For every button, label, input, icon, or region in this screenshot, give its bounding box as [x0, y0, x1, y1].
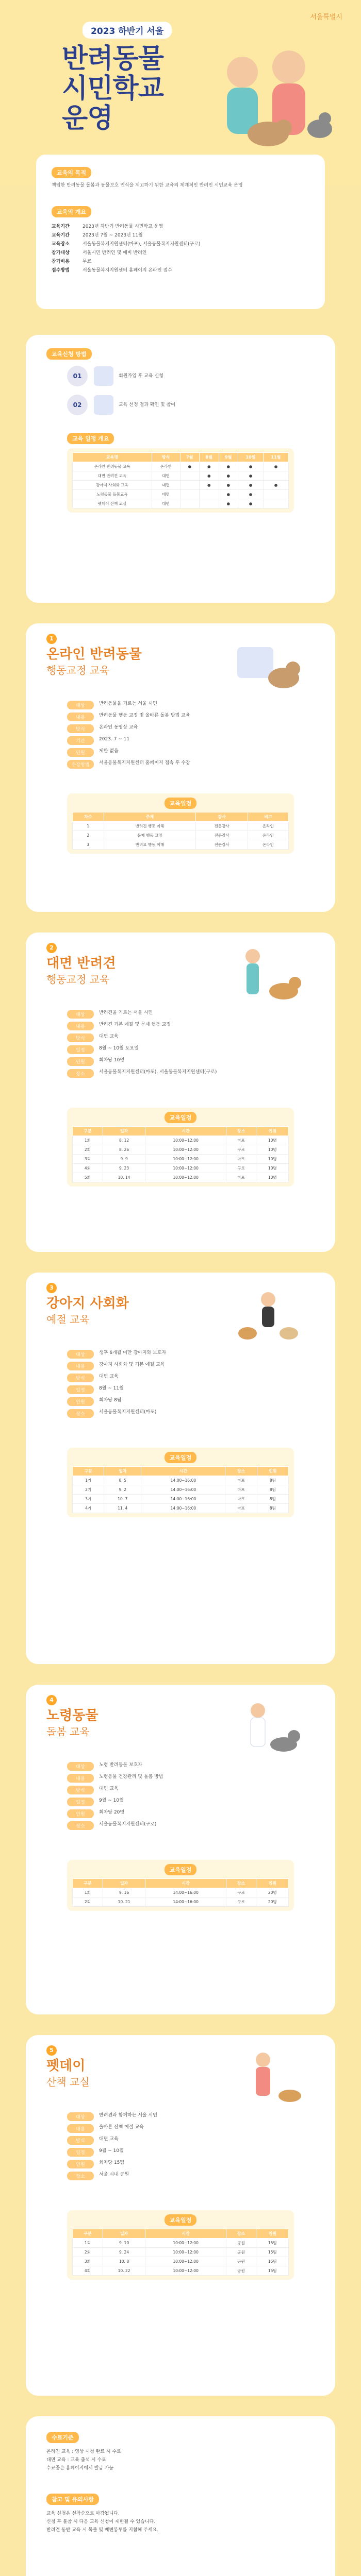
table-row: 2회 9. 24 10:00~12:00 공원 15팀	[73, 2248, 289, 2257]
section-subtitle: 행동교정 교육	[46, 664, 110, 676]
apply-step: 02 교육 선정 결과 확인 및 참여	[67, 395, 294, 415]
info-list: 대상 반려견과 함께하는 서울 시민 내용 올바른 산책 예절 교육 방식 대면 교육 일정 9월 ~ 10월 인원 회차당 15팀 장소 서울 시내 공원	[67, 2112, 294, 2183]
brand-logo: 서울특별시	[310, 13, 342, 21]
section-online-training	[26, 623, 335, 912]
table-row: 1회 9. 10 10:00~12:00 공원 15팀	[73, 2239, 289, 2248]
section-puppy-socialization	[26, 1273, 335, 1664]
table-row: 4기 11. 4 14:00~16:00 마포 8팀	[73, 1504, 289, 1513]
schedule-pill: 교육 일정 개요	[67, 433, 114, 444]
certificate-pill: 수료기준	[46, 2432, 79, 2443]
table-row: 온라인 반려동물 교육 온라인 ● ● ● ● ●	[73, 462, 289, 471]
apply-steps	[67, 366, 294, 423]
schedule-table-box: 교육일정 구분 일자 시간 장소 인원 1회 8. 12 10:00~12:00 마포 10명 2회 8. 26 10:00~12:00 구로 10명 3회 9. 9 10:00~12:00 마포 10명 4회 9. 23 10:00~12:00 구로 10명 5회 10. 14 10:00~12:00 마포 10명	[67, 1108, 294, 1187]
dog-walker-illustration	[232, 946, 304, 1003]
overview-pill: 교육의 개요	[52, 206, 91, 217]
schedule-table-box: 교육일정 구분 일자 시간 장소 인원 1회 9. 16 14:00~16:00 구로 20명 2회 10. 21 14:00~16:00 구로 20명	[67, 1860, 294, 1911]
table-row: 1회 9. 16 14:00~16:00 구로 20명	[73, 1888, 289, 1897]
section-number: 5	[46, 2045, 57, 2056]
table-row: 노령동물 돌봄교육 대면 ● ●	[73, 490, 289, 499]
overview-row: 교육장소 서울동물복지지원센터(마포), 서울동물복지지원센터(구로)	[52, 242, 201, 247]
section-title: 강아지 사회화	[46, 1296, 129, 1311]
table-row: 2회 8. 26 10:00~12:00 구로 10명	[73, 1145, 289, 1155]
table-row: 4회 10. 22 10:00~12:00 공원 15팀	[73, 2266, 289, 2276]
section-senior-pet-care	[26, 1685, 335, 2014]
overview-row: 접수방법 서울동물복지지원센터 홈페이지 온라인 접수	[52, 268, 172, 273]
schedule-table-box: 교육일정 차수 주제 강사 비고 1 반려견 행동 이해 전문강사 온라인 2 문제 행동 교정 전문강사 온라인 3 반려묘 행동 이해 전문강사 온라인	[67, 793, 294, 854]
info-list: 대상 노령 반려동물 보호자 내용 노령동물 건강관리 및 돌봄 방법 방식 대면 교육 일정 9월 ~ 10월 인원 회차당 20명 장소 서울동물복지지원센터(구로)	[67, 1762, 294, 1833]
purpose-text: 책임한 반려동물 돌봄과 동물보호 인식을 제고하기 위한 교육의 체계적인 반려인 시민교육 운영	[52, 183, 243, 188]
overview-row: 교육기간 2023년 하반기 반려동물 시민학교 운영	[52, 224, 163, 229]
schedule-table: 구분 일자 시간 장소 인원 1회 8. 12 10:00~12:00 마포 10명 2회 8. 26 10:00~12:00 구로 10명 3회 9. 9 10:00~12:00 마포 10명 4회 9. 23 10:00~12:00 구로 10명 5회 10. 14 10:00~12:00 마포 10명	[72, 1126, 289, 1182]
dog-vet-illustration	[232, 637, 304, 693]
section-pet-day-walk	[26, 2035, 335, 2396]
section-title: 펫데이	[46, 2058, 86, 2074]
schedule-table: 차수 주제 강사 비고 1 반려견 행동 이해 전문강사 온라인 2 문제 행동 교정 전문강사 온라인 3 반려묘 행동 이해 전문강사 온라인	[72, 812, 289, 850]
table-row: 펫데이 산책 교실 대면 ● ●	[73, 499, 289, 509]
overview-card	[36, 155, 325, 309]
table-row: 3회 10. 8 10:00~12:00 공원 15팀	[73, 2257, 289, 2266]
section-number: 3	[46, 1283, 57, 1293]
apply-section	[26, 335, 335, 603]
info-list: 대상 반려견을 기르는 서울 시민 내용 반려견 기본 예절 및 문제 행동 교정 방식 대면 교육 일정 8월 ~ 10월 토요일 인원 회차당 10명 장소 서울동물복지지원센터(마포), 서울동물복지지원센터(구로)	[67, 1010, 294, 1081]
apply-pill: 교육신청 방법	[46, 348, 92, 360]
section-dog-training	[26, 933, 335, 1252]
section-title: 대면 반려견	[46, 956, 116, 971]
purpose-pill: 교육의 목적	[52, 167, 91, 178]
section-subtitle: 돌봄 교육	[46, 1725, 90, 1738]
year-badge: 2023 하반기 서울	[83, 22, 172, 39]
table-row: 3기 10. 7 14:00~16:00 마포 8팀	[73, 1495, 289, 1504]
table-row: 1 반려견 행동 이해 전문강사 온라인	[73, 822, 289, 831]
table-row: 2 문제 행동 교정 전문강사 온라인	[73, 831, 289, 840]
table-row: 4회 9. 23 10:00~12:00 구로 10명	[73, 1164, 289, 1173]
schedule-table: 구분 일자 시간 장소 인원 1회 9. 10 10:00~12:00 공원 15팀 2회 9. 24 10:00~12:00 공원 15팀 3회 10. 8 10:00~12:00 공원 15팀 4회 10. 22 10:00~12:00 공원 15팀	[72, 2229, 289, 2276]
info-list: 대상 생후 6개월 미만 강아지와 보호자 내용 강아지 사회화 및 기본 예절 교육 방식 대면 교육 일정 8월 ~ 11월 인원 회차당 8팀 장소 서울동물복지지원센터(마포)	[67, 1350, 294, 1421]
schedule-table: 교육명 방식 7월 8월 9월 10월 11월 온라인 반려동물 교육 온라인 ● ● ● ● ● 대면 반려견 교육 대면 ● ● ● 강아지 사회화 교육 대면 ● ● ● ● 노령동물 돌봄교육 대면 ● ● 펫데이 산책 교실 대면 ● ●	[72, 452, 289, 509]
overview-row: 교육기간 2023년 7월 ~ 2023년 11월	[52, 233, 143, 238]
section-number: 2	[46, 943, 57, 953]
overview-list	[52, 223, 309, 275]
table-row: 2기 9. 2 14:00~16:00 마포 8팀	[73, 1485, 289, 1495]
section-subtitle: 행동교정 교육	[46, 973, 110, 986]
certificate-list: 온라인 교육 : 영상 시청 완료 시 수료 대면 교육 : 교육 출석 시 수료 수료증은 홈페이지에서 발급 가능	[46, 2449, 121, 2471]
table-row: 3회 9. 9 10:00~12:00 마포 10명	[73, 1155, 289, 1164]
table-row: 대면 반려견 교육 대면 ● ● ●	[73, 471, 289, 481]
apply-step: 01 회원가입 후 교육 신청	[67, 366, 294, 386]
notice-section	[26, 2416, 335, 2576]
section-title: 온라인 반려동물	[46, 647, 142, 662]
title-line-3: 운영	[62, 103, 113, 134]
section-number: 1	[46, 634, 57, 644]
schedule-table: 구분 일자 시간 장소 인원 1기 8. 5 14:00~16:00 마포 8팀 2기 9. 2 14:00~16:00 마포 8팀 3기 10. 7 14:00~16:00 마포 8팀 4기 11. 4 14:00~16:00 마포 8팀	[72, 1466, 289, 1513]
table-row: 2회 10. 21 14:00~16:00 구로 20명	[73, 1897, 289, 1907]
walking-dog-illustration	[232, 2048, 304, 2105]
vet-with-dog-illustration	[232, 1698, 304, 1755]
table-row: 1회 8. 12 10:00~12:00 마포 10명	[73, 1136, 289, 1145]
info-list: 대상 반려동물을 기르는 서울 시민 내용 반려동물 행동 교정 및 올바른 돌봄 방법 교육 방식 온라인 동영상 교육 기간 2023. 7 ~ 11 인원 제한 없음 수강방법 서울동물복지지원센터 홈페이지 접속 후 수강	[67, 701, 294, 772]
overview-row: 참가비용 무료	[52, 259, 92, 264]
schedule-table-box	[67, 448, 294, 513]
checklist-icon	[94, 395, 113, 415]
schedule-table-box: 교육일정 구분 일자 시간 장소 인원 1회 9. 10 10:00~12:00 공원 15팀 2회 9. 24 10:00~12:00 공원 15팀 3회 10. 8 10:00~12:00 공원 15팀 4회 10. 22 10:00~12:00 공원 15팀	[67, 2210, 294, 2280]
section-subtitle: 예절 교육	[46, 1313, 90, 1326]
section-title: 노령동물	[46, 1708, 99, 1723]
schedule-table: 구분 일자 시간 장소 인원 1회 9. 16 14:00~16:00 구로 20명 2회 10. 21 14:00~16:00 구로 20명	[72, 1878, 289, 1907]
table-row: 5회 10. 14 10:00~12:00 마포 10명	[73, 1173, 289, 1182]
overview-row: 참가대상 서울시민 반려인 및 예비 반려인	[52, 250, 147, 256]
table-row: 1기 8. 5 14:00~16:00 마포 8팀	[73, 1476, 289, 1485]
title-line-1: 반려동물	[62, 43, 163, 74]
title-line-2: 시민학교	[62, 73, 163, 104]
section-subtitle: 산책 교실	[46, 2076, 90, 2088]
computer-icon	[94, 366, 113, 386]
schedule-table-box: 교육일정 구분 일자 시간 장소 인원 1기 8. 5 14:00~16:00 마포 8팀 2기 9. 2 14:00~16:00 마포 8팀 3기 10. 7 14:00~16:00 마포 8팀 4기 11. 4 14:00~16:00 마포 8팀	[67, 1448, 294, 1517]
table-row: 3 반려묘 행동 이해 전문강사 온라인	[73, 840, 289, 850]
hero-title	[62, 44, 163, 133]
notice-pill: 참고 및 유의사항	[46, 2494, 99, 2505]
notice-list: 교육 신청은 선착순으로 마감됩니다. 신청 후 불참 시 다음 교육 신청이 제한될 수 있습니다. 반려견 동반 교육 시 목줄 및 배변봉투를 지참해 주세요.	[46, 2511, 159, 2533]
table-row: 강아지 사회화 교육 대면 ● ● ● ●	[73, 481, 289, 490]
puppies-illustration	[232, 1286, 304, 1343]
section-number: 4	[46, 1695, 57, 1705]
family-with-pets-illustration	[206, 31, 340, 155]
